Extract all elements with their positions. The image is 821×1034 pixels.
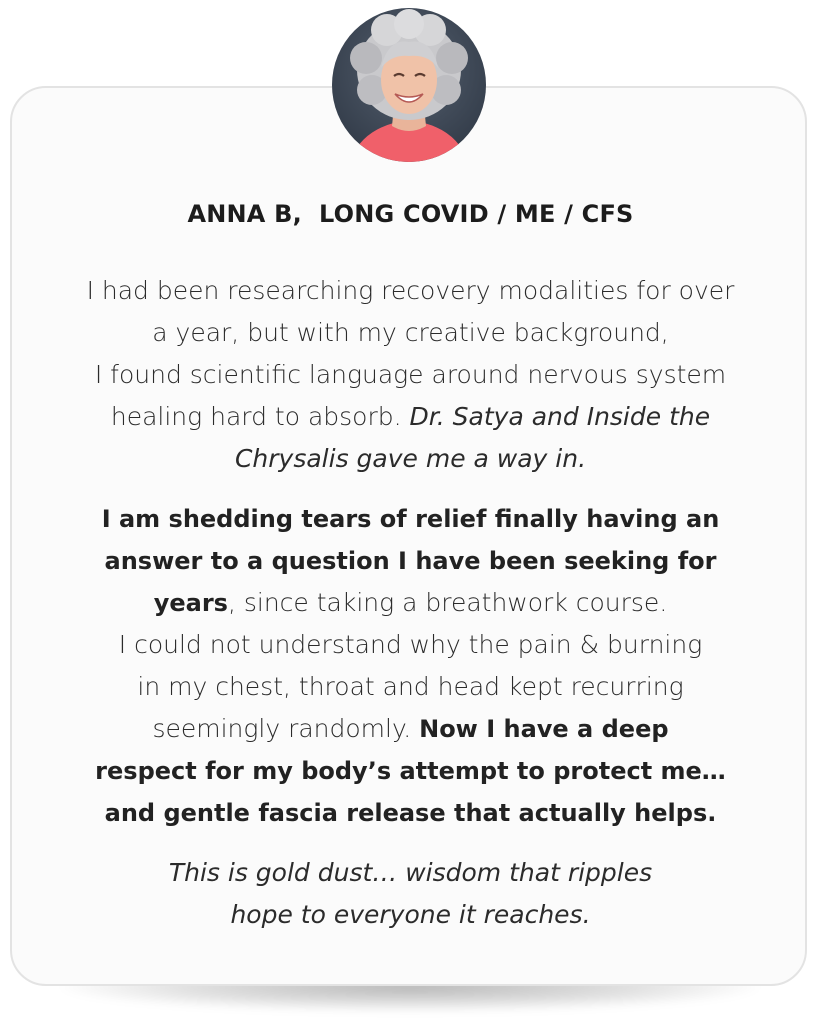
text-line: in my chest, throat and head kept recurring bbox=[137, 672, 684, 701]
text-plain: seemingly randomly. bbox=[152, 714, 420, 743]
text-line: This is gold dust… wisdom that ripples bbox=[168, 858, 653, 887]
text-line: I had been researching recovery modalities for over bbox=[86, 276, 735, 305]
text-italic: Dr. Satya and Inside the bbox=[409, 402, 711, 431]
testimonial-author-heading: ANNA B, LONG COVID / ME / CFS bbox=[187, 200, 634, 228]
portrait-photo-icon bbox=[332, 8, 486, 162]
text-line bbox=[40, 396, 781, 438]
text-line bbox=[40, 708, 781, 750]
text-bold: years bbox=[153, 589, 228, 617]
avatar bbox=[332, 8, 486, 162]
text-line: hope to everyone it reaches. bbox=[230, 900, 591, 929]
text-line: I am shedding tears of relief finally having an bbox=[101, 505, 720, 533]
text-plain: , since taking a breathwork course. bbox=[227, 588, 668, 617]
text-line: answer to a question I have been seeking for bbox=[104, 547, 717, 575]
text-line: Chrysalis gave me a way in. bbox=[234, 444, 587, 473]
text-line: I could not understand why the pain & burning bbox=[118, 630, 703, 659]
text-bold: Now I have a deep bbox=[419, 715, 669, 743]
text-line bbox=[40, 582, 781, 624]
testimonial-paragraph-1 bbox=[40, 270, 781, 480]
testimonial-paragraph-3 bbox=[40, 852, 781, 936]
testimonial-paragraph-2 bbox=[40, 498, 781, 834]
text-line: respect for my body’s attempt to protect me… bbox=[95, 757, 726, 785]
text-line: I found scientific language around nervous system bbox=[94, 360, 727, 389]
text-line: a year, but with my creative background, bbox=[152, 318, 669, 347]
text-line: and gentle fascia release that actually helps. bbox=[104, 799, 717, 827]
text-plain: healing hard to absorb. bbox=[110, 402, 410, 431]
